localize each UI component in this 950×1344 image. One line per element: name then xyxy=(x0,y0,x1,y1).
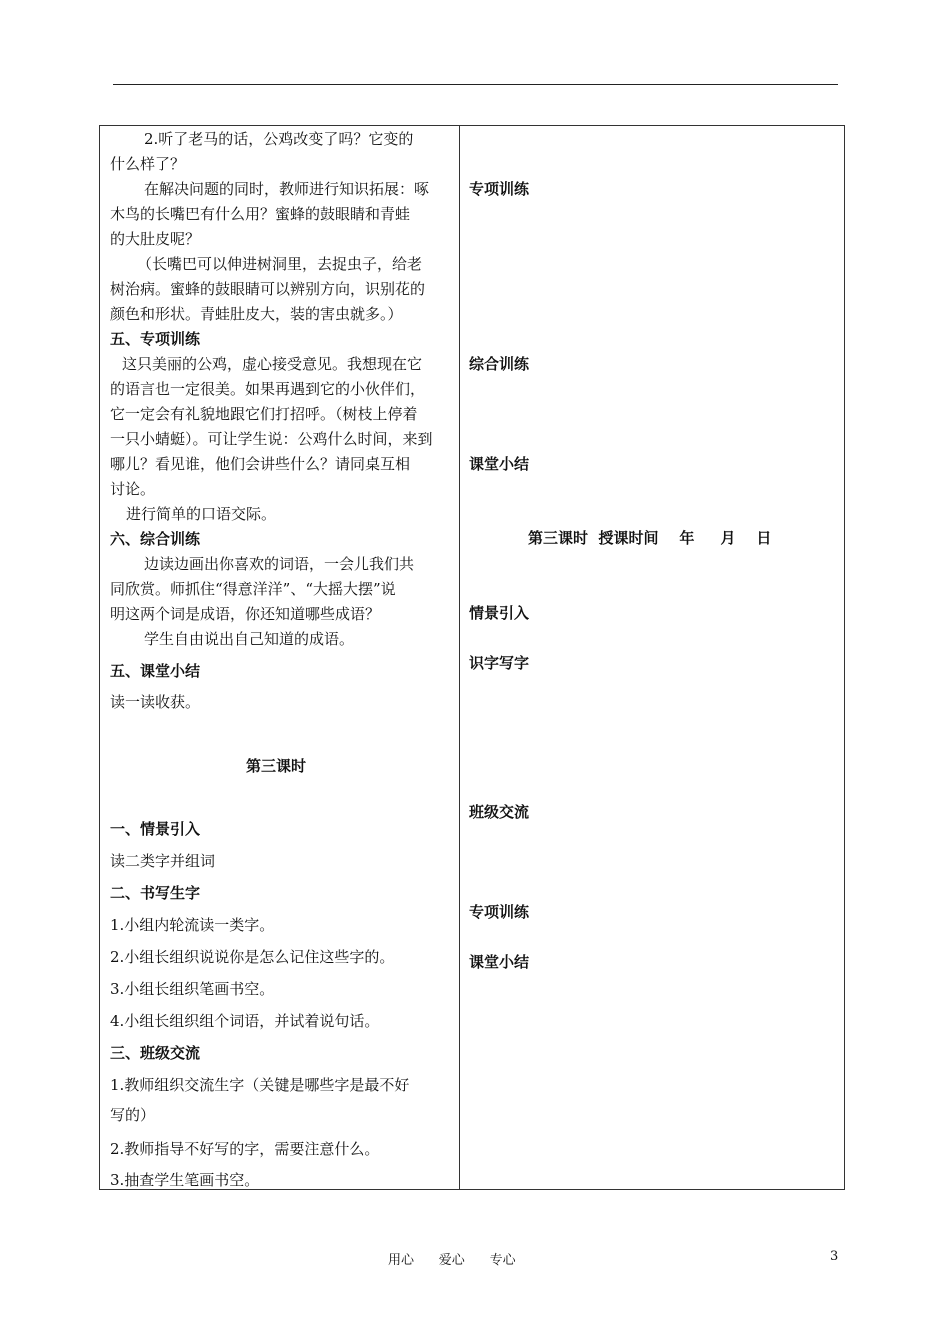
text-line: 讨论。 xyxy=(110,480,156,498)
text-line: 的语言也一定很美。如果再遇到它的小伙伴们， xyxy=(110,380,426,398)
text-line: 木鸟的长嘴巴有什么用？蜜蜂的鼓眼睛和青蛙 xyxy=(110,205,411,223)
header-rule xyxy=(113,84,838,85)
section-heading: 一、情景引入 xyxy=(110,820,201,838)
text-line: 读二类字并组词 xyxy=(110,852,216,870)
text-line: 2.小组长组织说说你是怎么记住这些字的。 xyxy=(110,948,395,966)
right-label: 识字写字 xyxy=(469,654,530,672)
text-line: 3.抽查学生笔画书空。 xyxy=(110,1171,260,1189)
text-line: 边读边画出你喜欢的词语，一会儿我们共 xyxy=(144,555,415,573)
section-heading: 五、专项训练 xyxy=(110,330,201,348)
text-line: 3.小组长组织笔画书空。 xyxy=(110,980,275,998)
right-label: 综合训练 xyxy=(469,355,530,373)
text-line: 这只美丽的公鸡，虚心接受意见。我想现在它 xyxy=(122,355,423,373)
text-line: 明这两个词是成语，你还知道哪些成语？ xyxy=(110,605,381,623)
text-line: 树治病。蜜蜂的鼓眼睛可以辨别方向，识别花的 xyxy=(110,280,426,298)
lesson-title: 第三课时 xyxy=(246,757,307,775)
text-line: 进行简单的口语交际。 xyxy=(126,505,277,523)
text-line: 一只小蜻蜓）。可让学生说：公鸡什么时间，来到 xyxy=(110,430,433,448)
text-line: 4.小组长组织组个词语，并试着说句话。 xyxy=(110,1012,380,1030)
text-line: 1.教师组织交流生字（关键是哪些字是最不好 xyxy=(110,1076,410,1094)
text-line: 同欣赏。师抓住“得意洋洋”、“大摇大摆”说 xyxy=(110,580,396,598)
text-line: 颜色和形状。青蛙肚皮大，装的害虫就多。） xyxy=(110,305,403,323)
text-line: 在解决问题的同时，教师进行知识拓展：啄 xyxy=(144,180,430,198)
right-label: 专项训练 xyxy=(469,903,530,921)
text-line: 1.小组内轮流读一类字。 xyxy=(110,916,275,934)
right-label: 课堂小结 xyxy=(469,455,530,473)
text-line: 什么样了？ xyxy=(110,155,186,173)
text-line: 读一读收获。 xyxy=(110,693,201,711)
footer-motto: 用心 爱心 专心 xyxy=(388,1253,516,1268)
section-heading: 二、书写生字 xyxy=(110,884,201,902)
section-heading: 五、课堂小结 xyxy=(110,662,201,680)
section-heading: 六、综合训练 xyxy=(110,530,201,548)
text-line: 2.教师指导不好写的字，需要注意什么。 xyxy=(110,1140,380,1158)
text-line: 2.听了老马的话，公鸡改变了吗？它变的 xyxy=(144,130,414,148)
text-line: 写的） xyxy=(110,1106,156,1124)
column-divider xyxy=(459,125,460,1190)
right-label: 课堂小结 xyxy=(469,953,530,971)
text-line: 它一定会有礼貌地跟它们打招呼。（树枝上停着 xyxy=(110,405,418,423)
text-line: 的大肚皮呢？ xyxy=(110,230,201,248)
page-number: 3 xyxy=(830,1249,839,1264)
right-label: 情景引入 xyxy=(469,604,530,622)
text-line: 学生自由说出自己知道的成语。 xyxy=(144,630,355,648)
text-line: （长嘴巴可以伸进树洞里，去捉虫子，给老 xyxy=(137,255,423,273)
text-line: 哪儿？看见谁，他们会讲些什么？请同桌互相 xyxy=(110,455,411,473)
right-label: 班级交流 xyxy=(469,803,530,821)
right-label: 专项训练 xyxy=(469,180,530,198)
lesson-time-heading: 第三课时 授课时间 年 月 日 xyxy=(528,529,772,547)
section-heading: 三、班级交流 xyxy=(110,1044,201,1062)
